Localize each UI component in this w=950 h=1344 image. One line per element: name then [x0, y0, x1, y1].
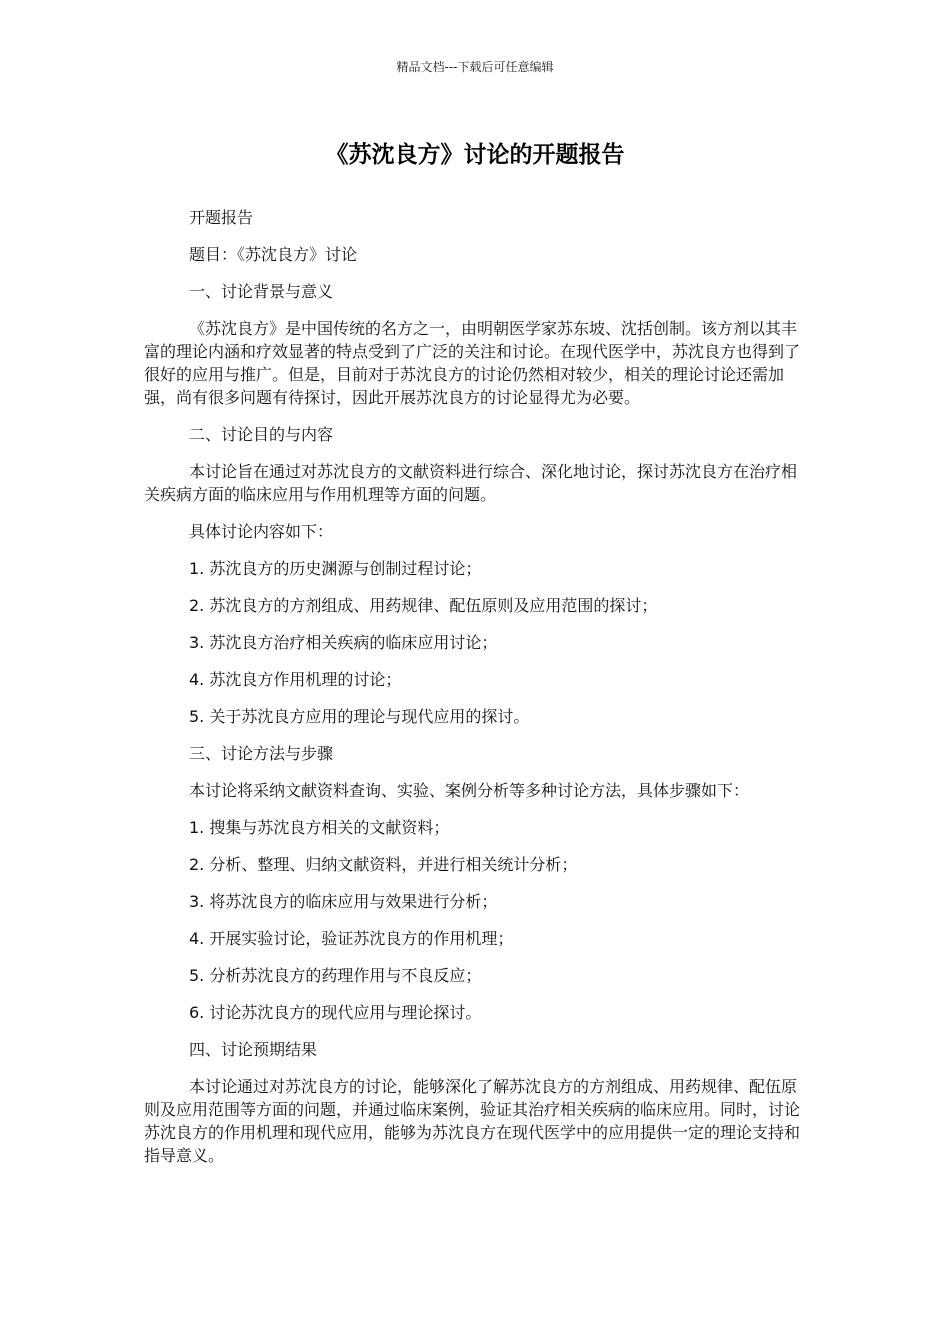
paragraph-report-label: 开题报告 [189, 208, 254, 227]
list-item: 5. 关于苏沈良方应用的理论与现代应用的探讨。 [189, 707, 530, 726]
document-title: 《苏沈良方》讨论的开题报告 [325, 142, 625, 168]
header-note: 精品文档---下载后可任意编辑 [396, 60, 554, 74]
section-heading-methods: 三、讨论方法与步骤 [189, 744, 334, 763]
list-item: 6. 讨论苏沈良方的现代应用与理论探讨。 [189, 1003, 482, 1022]
list-item: 3. 苏沈良方治疗相关疾病的临床应用讨论； [189, 633, 498, 652]
paragraph-methods-intro: 本讨论将采纳文献资料查询、实验、案例分析等多种讨论方法，具体步骤如下： [189, 781, 750, 800]
section-heading-purpose: 二、讨论目的与内容 [189, 425, 334, 444]
section-heading-results: 四、讨论预期结果 [189, 1040, 318, 1059]
list-item: 5. 分析苏沈良方的药理作用与不良反应； [189, 966, 482, 985]
list-item: 2. 苏沈良方的方剂组成、用药规律、配伍原则及应用范围的探讨； [189, 596, 658, 615]
list-item: 3. 将苏沈良方的临床应用与效果进行分析； [189, 892, 498, 911]
paragraph-purpose: 本讨论旨在通过对苏沈良方的文献资料进行综合、深化地讨论，探讨苏沈良方在治疗相关疾病方面的临床应用与作用机理等方面的问题。 [144, 462, 798, 504]
list-item: 1. 搜集与苏沈良方相关的文献资料； [189, 818, 450, 837]
list-item: 4. 苏沈良方作用机理的讨论； [189, 670, 402, 689]
list-item: 2. 分析、整理、归纳文献资料，并进行相关统计分析； [189, 855, 578, 874]
paragraph-content-intro: 具体讨论内容如下： [189, 522, 334, 541]
document-body [144, 206, 806, 1181]
paragraph-topic: 题目：《苏沈良方》讨论 [189, 245, 358, 264]
list-item: 1. 苏沈良方的历史渊源与创制过程讨论； [189, 559, 482, 578]
section-heading-background: 一、讨论背景与意义 [189, 282, 334, 301]
paragraph-background: 《苏沈良方》是中国传统的名方之一，由明朝医学家苏东坡、沈括创制。该方剂以其丰富的理论内涵和疗效显著的特点受到了广泛的关注和讨论。在现代医学中，苏沈良方也得到了很好的应用与推广。但是，目前对于苏沈良方的讨论仍然相对较少，相关的理论讨论还需加强，尚有很多问题有待探讨，因此开展苏沈良方的讨论显得尤为必要。 [144, 319, 801, 407]
paragraph-results: 本讨论通过对苏沈良方的讨论，能够深化了解苏沈良方的方剂组成、用药规律、配伍原则及应用范围等方面的问题，并通过临床案例，验证其治疗相关疾病的临床应用。同时，讨论苏沈良方的作用机理和现代应用，能够为苏沈良方在现代医学中的应用提供一定的理论支持和指导意义。 [144, 1077, 801, 1165]
list-item: 4. 开展实验讨论，验证苏沈良方的作用机理； [189, 929, 514, 948]
